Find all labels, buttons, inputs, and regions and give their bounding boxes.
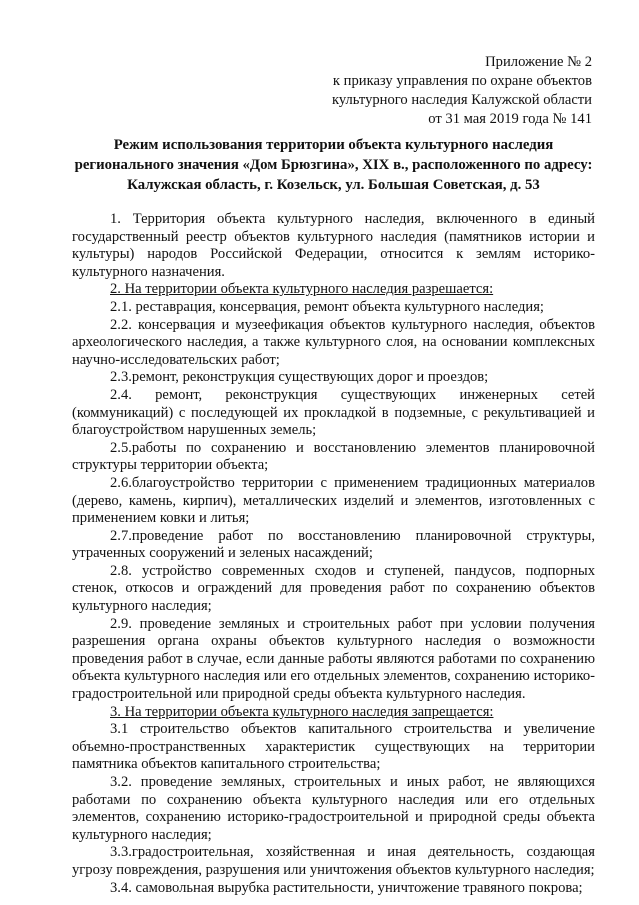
paragraph-2-1: 2.1. реставрация, консервация, ремонт объекта культурного наследия; xyxy=(110,298,544,315)
paragraph-1: 1. Территория объекта культурного наследия, включенного в единый государственный реестр объектов культурного наследия (памятников истории и культуры) народов Российской Федерации, относится к землям историко-культурного назначения. xyxy=(72,211,595,280)
section-heading-permitted: 2. На территории объекта культурного наследия разрешается: xyxy=(110,281,494,298)
appendix-number: Приложение № 2 xyxy=(485,54,592,70)
document-body xyxy=(72,211,595,897)
paragraph-2-3: 2.3.ремонт, реконструкция существующих дорог и проездов; xyxy=(110,369,489,386)
paragraph-3-4: 3.4. самовольная вырубка растительности, уничтожение травяного покрова; xyxy=(110,879,583,896)
paragraph-2-2: 2.2. консервация и музеефикация объектов культурного наследия, объектов археологического наследия, а также культурного слоя, на основании комплексных научно-исследовательских работ; xyxy=(72,316,595,368)
order-date: от 31 мая 2019 года № 141 xyxy=(428,111,592,127)
paragraph-2-4: 2.4. ремонт, реконструкция существующих инженерных сетей (коммуникаций) с последующей их прокладкой в подземные, с рекультивацией и благоустройством нарушенных земель; xyxy=(72,386,595,439)
section-heading-prohibited: 3. На территории объекта культурного наследия запрещается: xyxy=(110,703,494,720)
paragraph-2-7: 2.7.проведение работ по восстановлению планировочной структуры, утраченных сооружений и зеленых насаждений; xyxy=(72,527,595,562)
paragraph-2-9: 2.9. проведение земляных и строительных работ при условии получения разрешения органа охраны объектов культурного наследия о возможности проведения работ в случае, если данные работы являются работами по сохранению объекта культурного наследия или его отдельных элементов, сохранению историко-градостроительной или природной среды объекта культурного наследия. xyxy=(72,615,595,703)
authority-name: культурного наследия Калужской области xyxy=(331,92,592,108)
paragraph-2-8: 2.8. устройство современных сходов и ступеней, пандусов, подпорных стенок, откосов и ограждений для проведения работ по сохранению объектов культурного наследия; xyxy=(72,562,595,615)
paragraph-2-5: 2.5.работы по сохранению и восстановлению элементов планировочной структуры территории объекта; xyxy=(72,439,595,474)
paragraph-3-2: 3.2. проведение земляных, строительных и иных работ, не являющихся работами по сохранению объекта культурного наследия или его отдельных элементов, сохранению историко-градостроительной и природной среды объекта культурного наследия; xyxy=(72,774,595,843)
order-reference: к приказу управления по охране объектов xyxy=(332,73,592,89)
document-title: Режим использования территории объекта культурного наследия регионального значения «Дом Брюзгина», XIX в., расположенного по адресу: Калужская область, г. Козельск, ул. Большая Советская, д. 53 xyxy=(74,137,593,193)
paragraph-3-1: 3.1 строительство объектов капитального строительства и увеличение объемно-пространственных характеристик существующих на территории памятника объектов капитального строительства; xyxy=(72,721,595,773)
paragraph-3-3: 3.3.градостроительная, хозяйственная и иная деятельность, создающая угрозу повреждения, разрушения или уничтожения объектов культурного наследия; xyxy=(72,844,595,878)
paragraph-2-6: 2.6.благоустройство территории с применением традиционных материалов (дерево, камень, кирпич), металлических изделий и элементов, изготовленных с применением ковки и литья; xyxy=(72,474,595,527)
appendix-header xyxy=(332,53,592,129)
